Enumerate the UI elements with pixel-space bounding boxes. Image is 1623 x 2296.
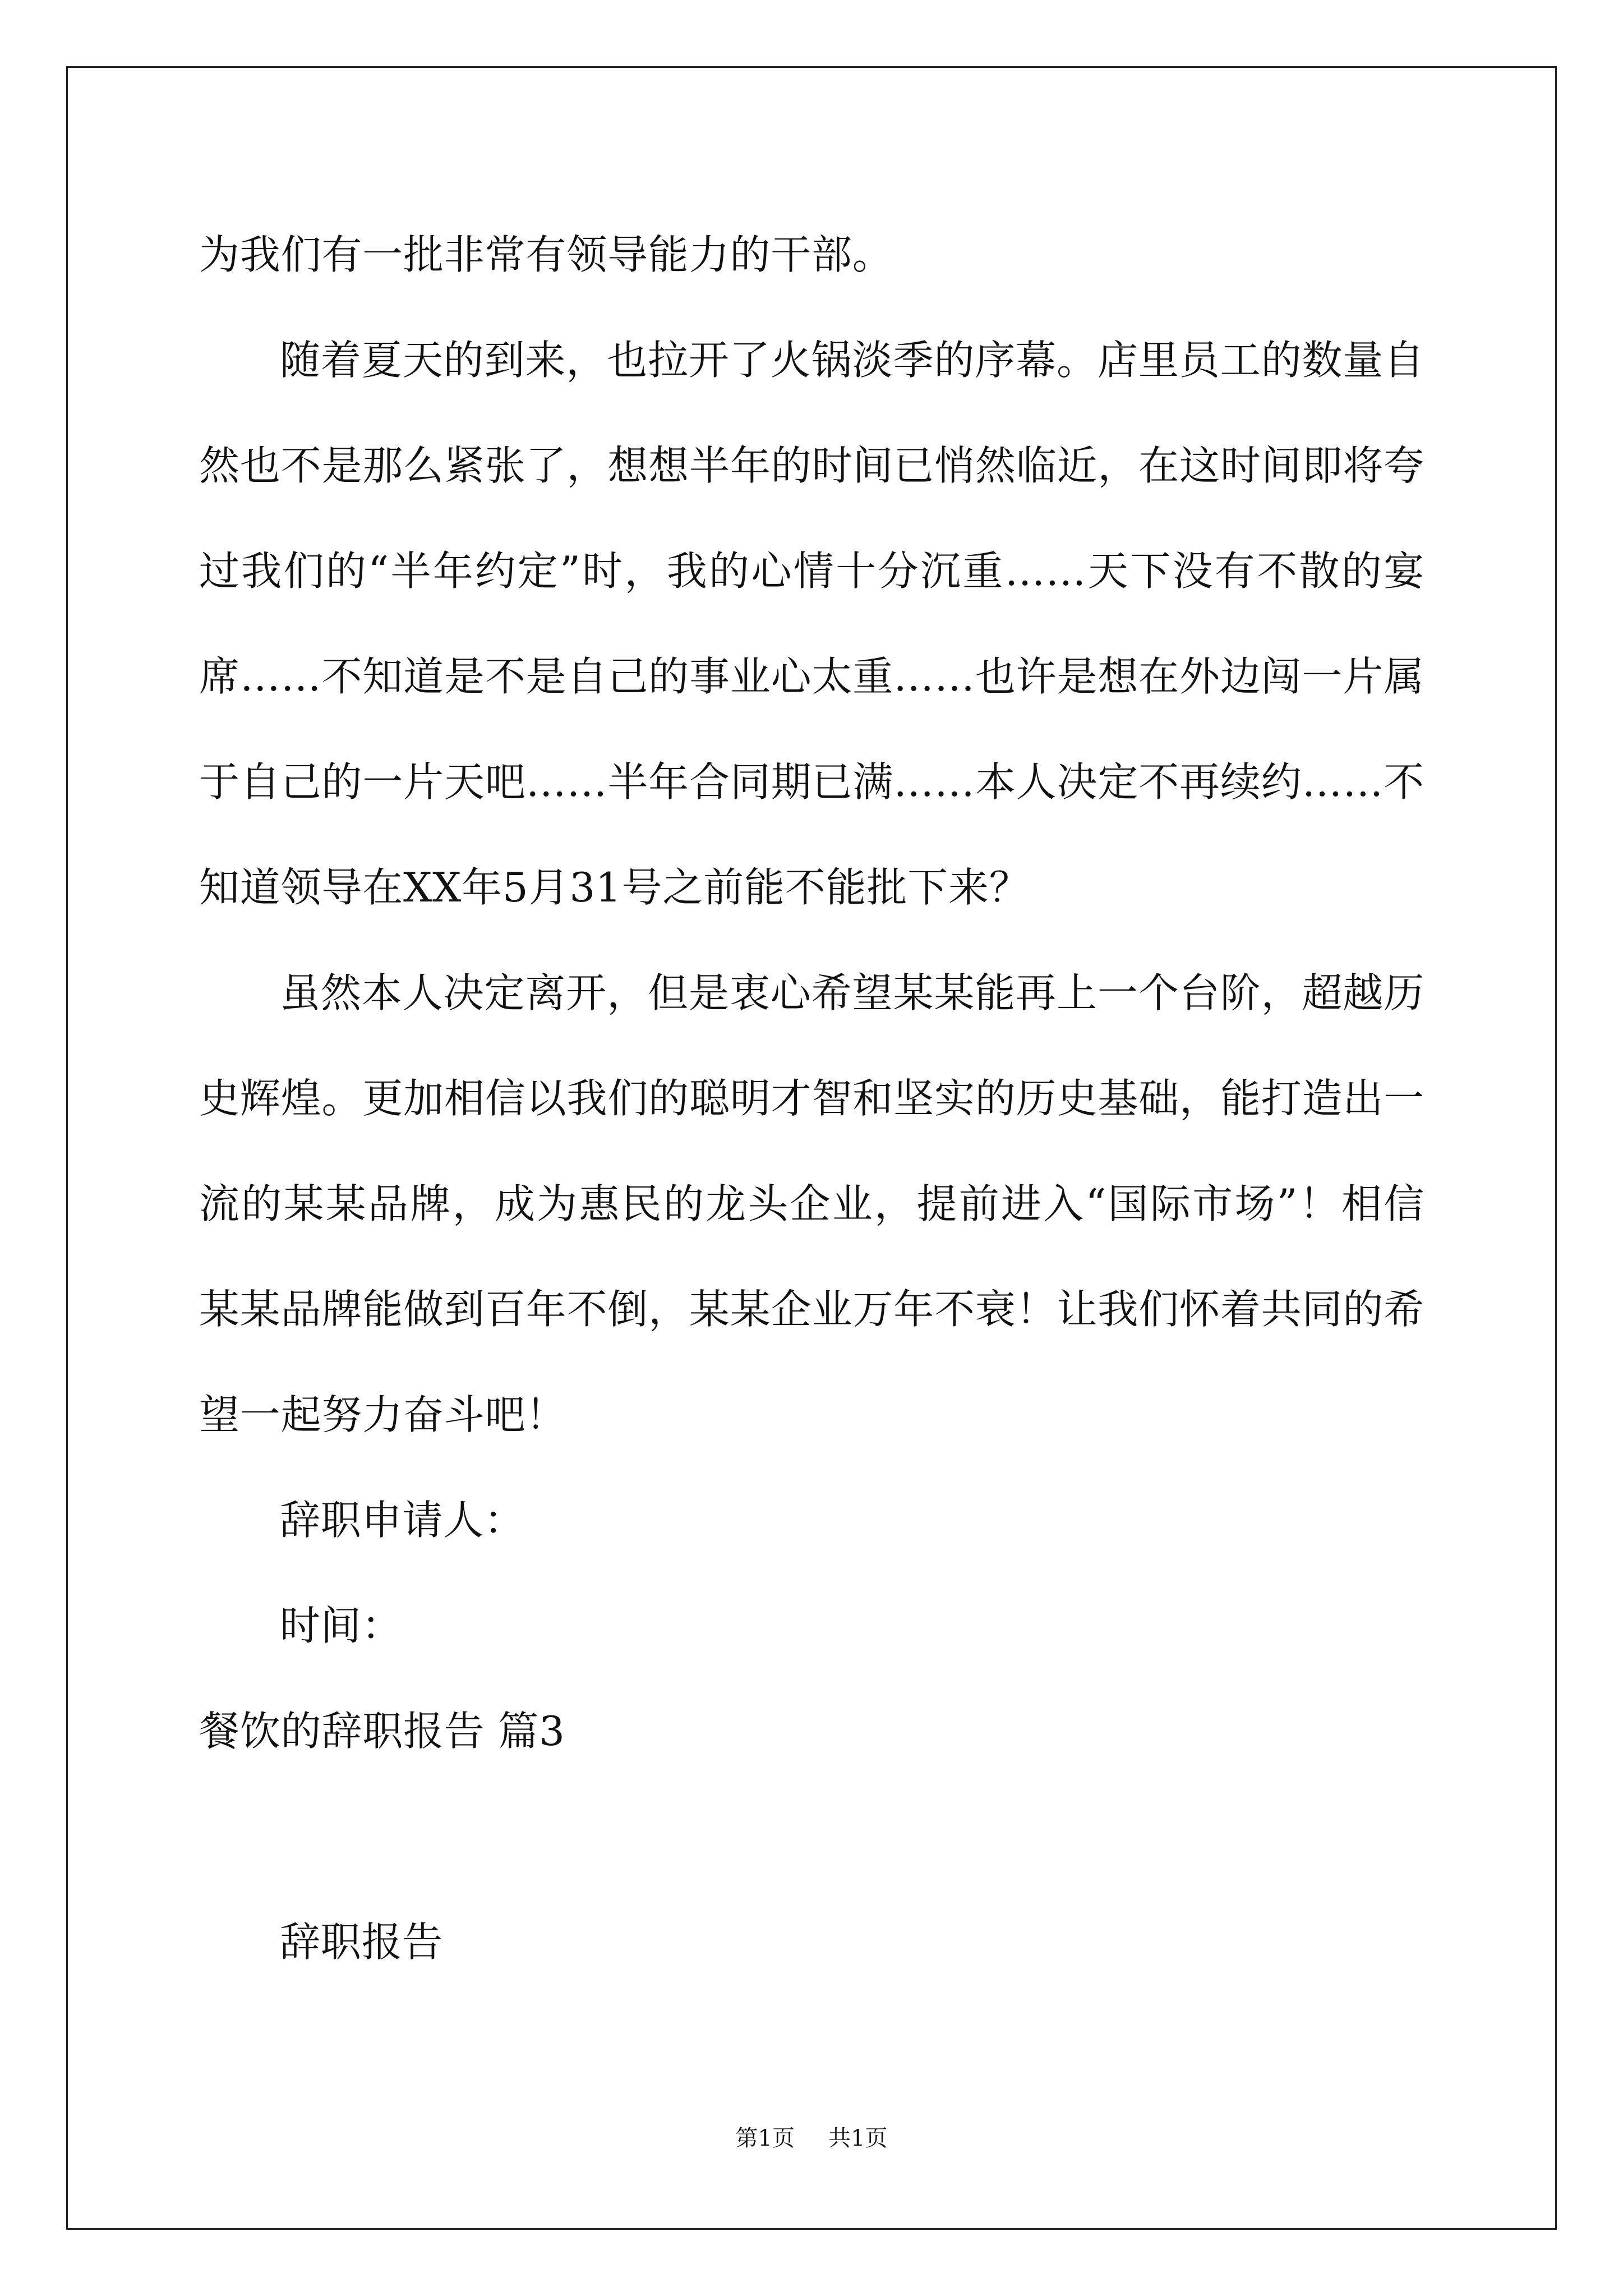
page-total: 共1页	[828, 2125, 888, 2151]
paragraph-continuation: 为我们有一批非常有领导能力的干部。	[199, 231, 893, 278]
page-number: 第1页	[735, 2125, 795, 2151]
paragraph-wishes: 虽然本人决定离开，但是衷心希望某某能再上一个台阶，超越历史辉煌。更加相信以我们的聪明才智和坚实的历史基础，能打造出一流的某某品牌，成为惠民的龙头企业，提前进入“国际市场”！相信某某品牌能做到百年不倒，某某企业万年不衰！让我们怀着共同的希望一起努力奋斗吧！	[199, 969, 1424, 1438]
date-label: 时间：	[280, 1602, 403, 1649]
report-heading: 辞职报告	[280, 1918, 444, 1966]
page-footer	[0, 2124, 1623, 2152]
blank-line	[199, 1784, 1424, 1889]
section-title: 餐饮的辞职报告 篇3	[199, 1708, 565, 1755]
applicant-label: 辞职申请人：	[280, 1497, 525, 1544]
document-body	[199, 202, 1424, 1995]
paragraph-summer: 随着夏天的到来，也拉开了火锅淡季的序幕。店里员工的数量自然也不是那么紧张了，想想半年的时间已悄然临近，在这时间即将夸过我们的“半年约定”时，我的心情十分沉重……天下没有不散的宴席……不知道是不是自己的事业心太重……也许是想在外边闯一片属于自己的一片天吧……半年合同期已满……本人决定不再续约……不知道领导在XX年5月31号之前能不能批下来？	[199, 337, 1424, 911]
